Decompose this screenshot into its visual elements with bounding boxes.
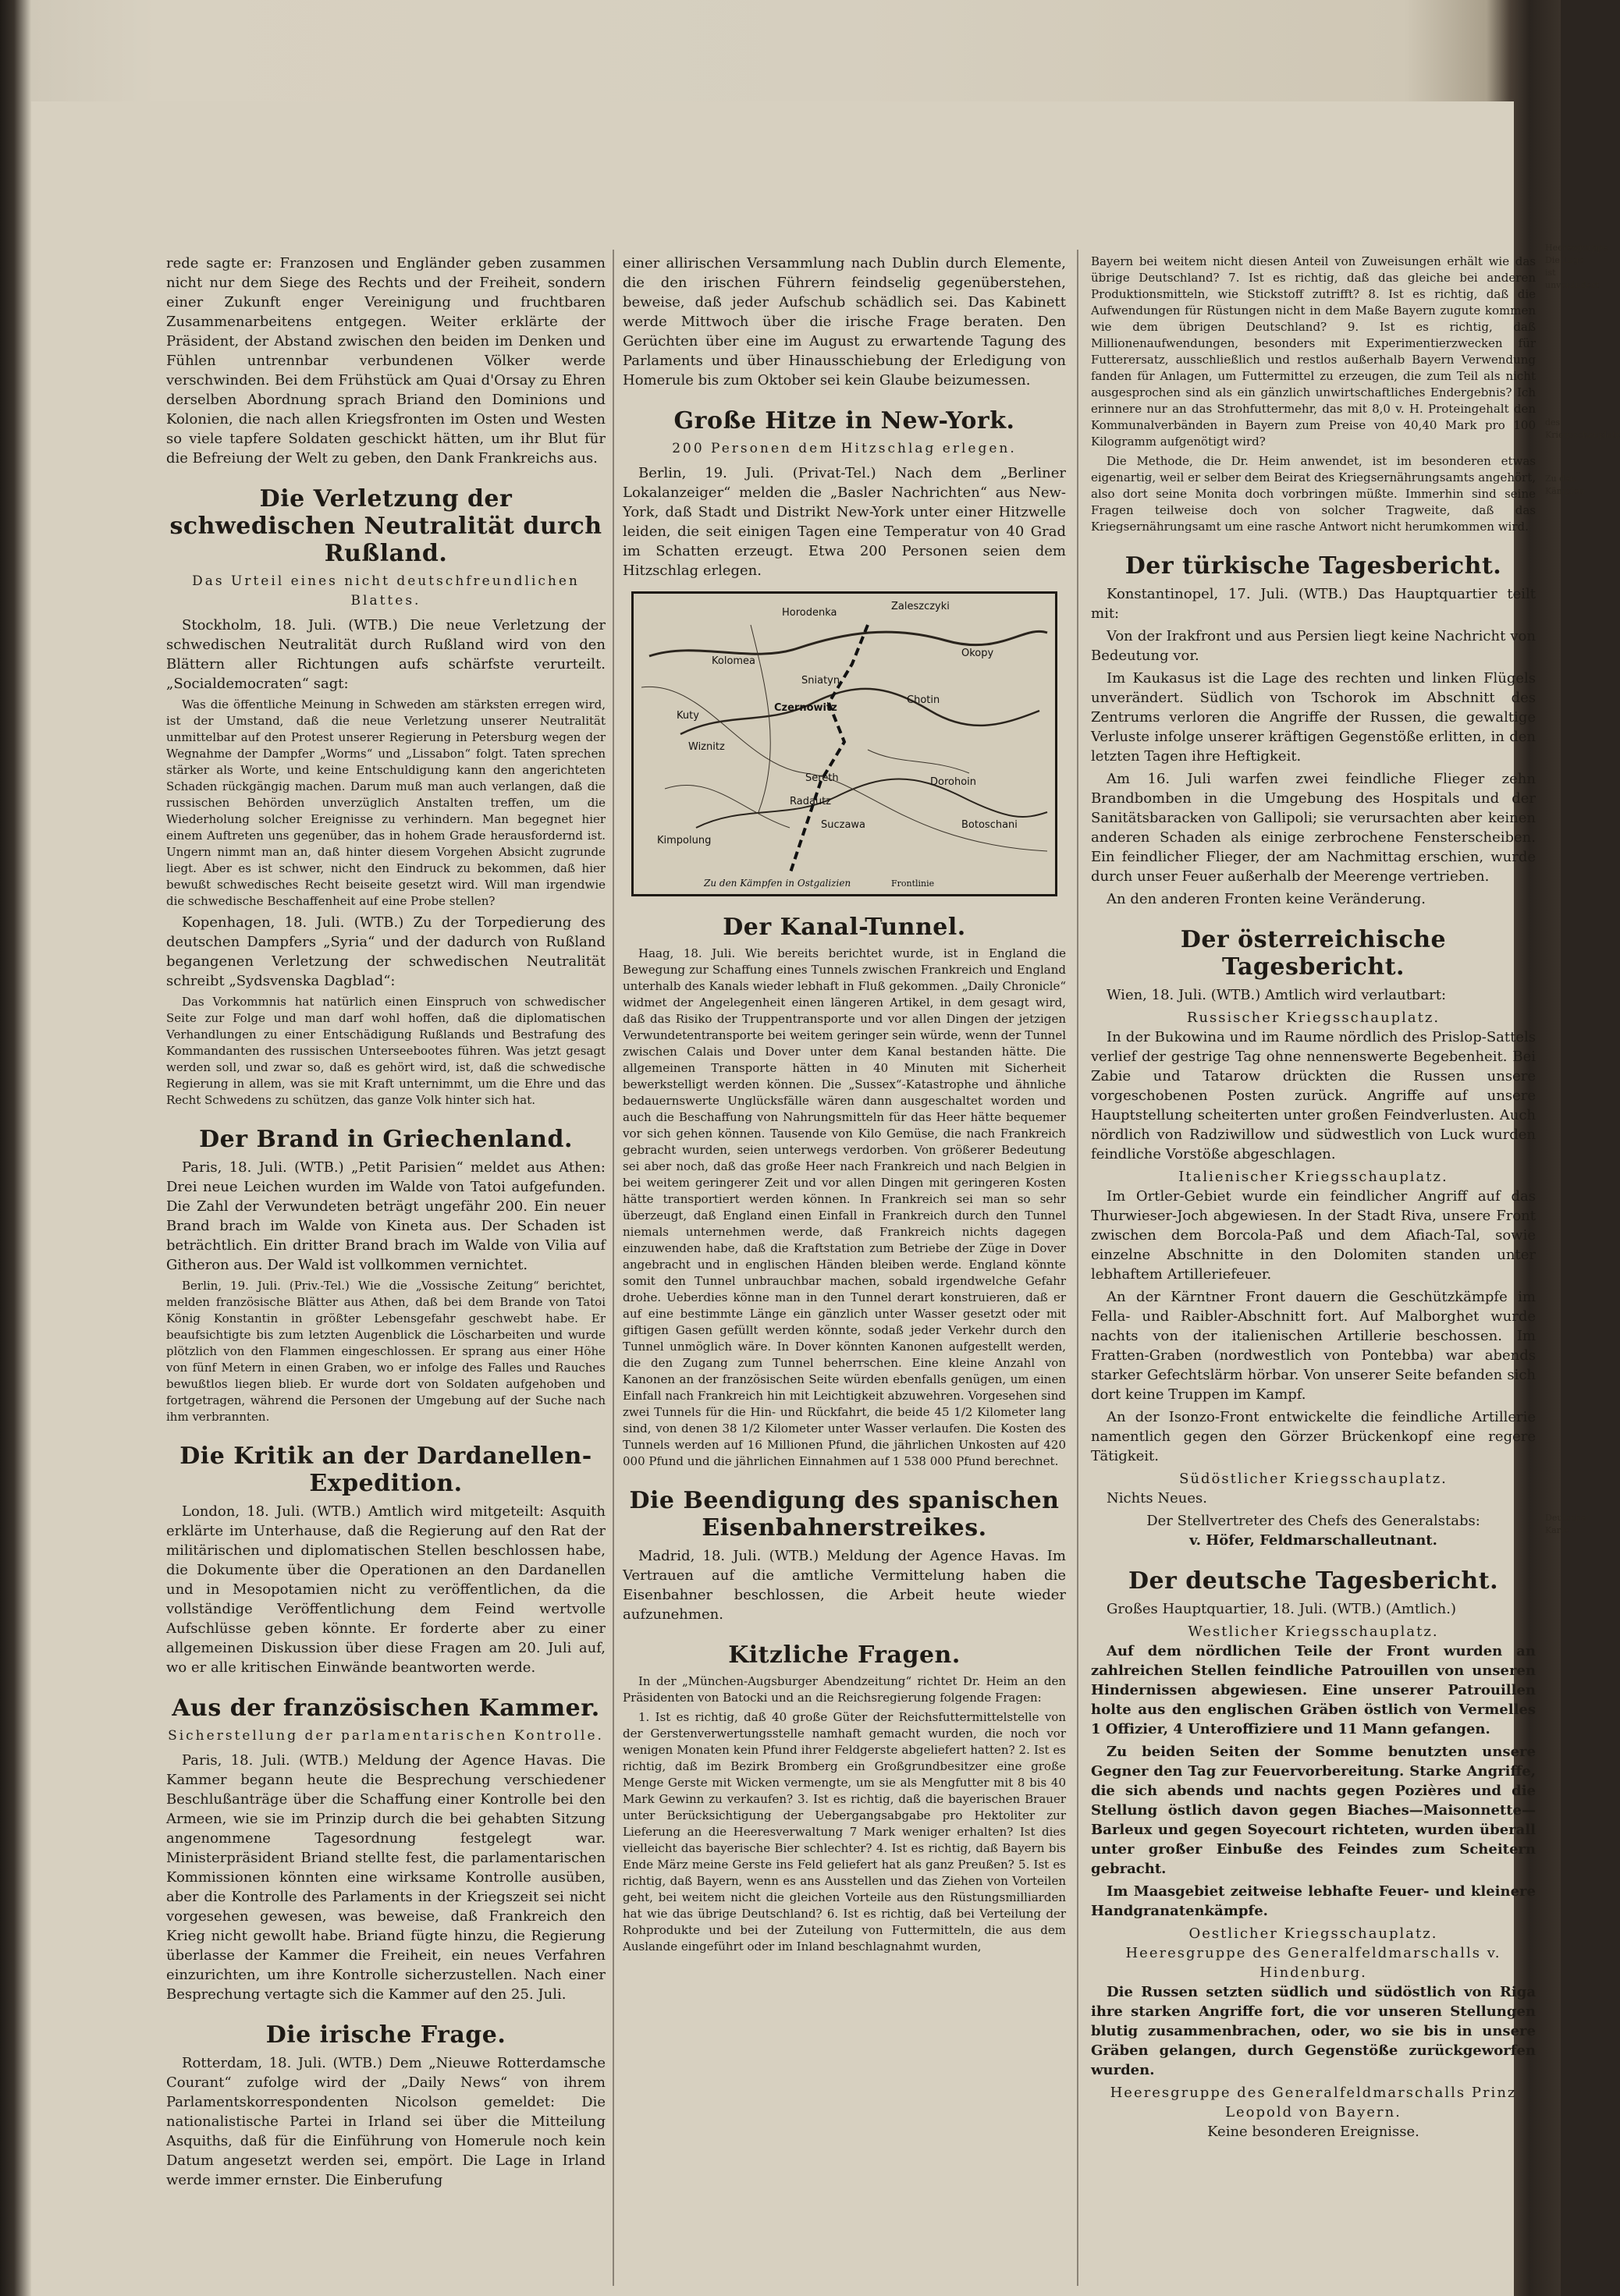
map-label: Chotin [907, 694, 940, 706]
section-heading: Westlicher Kriegsschauplatz. [1188, 1624, 1439, 1640]
map-label: Sereth [805, 772, 839, 784]
paragraph: Von der Irakfront und aus Persien liegt keine Nachricht von Bedeutung vor. [1091, 628, 1536, 664]
paragraph: Berlin, 19. Juli. (Priv.-Tel.) Wie die „Vossische Zeitung“ berichtet, melden französische Blätter aus Athen, daß bei dem Brande von Tatoi König Konstantin in größter Lebensgefahr geschwebt habe. Er beaufsichtigte bis zum letzten Augenblick die Löscharbeiten und wurde plötzlich von den Flammen eingeschlossen. Er sprang aus einer Höhe von fünf Metern in einen Graben, wo er infolge des Falles und Rauches bewußtlos liegen blieb. Er wurde dort von Soldaten aufgehoben und fortgetragen, während die Personen der Umgebung auf der Suche nach ihm verbrannten. [166, 1279, 606, 1424]
map-caption: Zu den Kämpfen in Ostgalizien [704, 878, 851, 889]
paragraph: Stockholm, 18. Juli. (WTB.) Die neue Verletzung der schwedischen Neutralität durch Rußland wird von den Blättern aller Richtungen aufs schärfste verurteilt. „Socialdemocraten“ sagt: [166, 617, 606, 692]
edge-text: Heeresgruppe [1545, 243, 1608, 253]
headline-french-chamber: Aus der französischen Kammer. [172, 1694, 600, 1722]
paragraph: Im Maasgebiet zeitweise lebhafte Feuer- und kleinere Handgranatenkämpfe. [1091, 1883, 1536, 1919]
article-continuation: Bayern bei weitem nicht diesen Anteil von Zuweisungen erhält wie das übrige Deutschland? 7. Ist es richtig, daß das gleiche bei anderen Produktionsmitteln, wie Stickstoff zutrifft? 8. Ist es richtig, daß die Aufwendungen für Rüstungen nicht in dem Maße Bayern zugute kommen wie dem übrigen Deutschland? 9. Ist es richtig, daß Millionenaufwendungen, besonders mit Experimentierzwecken für Futterersatz, ausschließlich und restlos außerhalb Bayern Verwendung fanden für Anlagen, um Futtermittel zu erzeugen, die zum Teil als nicht ausgesprochen sind als ein gänzlich unwirtschaftliches Endergebnis? Ich erinnere nur an das Strohfuttermehr, das mit 8,0 v. H. Proteingehalt den Kommunalverbänden in Bayern zum Preise von 40,40 Mark pro 100 Kilogramm aufgenötigt wird? [1091, 254, 1536, 449]
subheadline: Das Urteil eines nicht deutschfreundlichen Blattes. [192, 573, 580, 609]
map-eastern-galicia [631, 591, 1057, 896]
signature: v. Höfer, Feldmarschalleutnant. [1189, 1532, 1437, 1549]
paragraph: London, 18. Juli. (WTB.) Amtlich wird mitgeteilt: Asquith erklärte im Unterhause, daß die Regierung auf den Rat der militärischen und diplomatischen Stellen beschlossen habe, die Dokumente über die Operationen an den Dardanellen und in Mesopotamien nicht zu veröffentlichen, da die vollständige Veröffentlichung dem Feind wertvolle Aufschlüsse geben könnte. Er forderte aber zu einer allgemeinen Diskussion über diese Fragen am 20. Juli auf, wo er alle kritischen Einwände beantworten werde. [166, 1503, 606, 1676]
map-legend: Frontlinie [891, 878, 935, 889]
paragraph: Zu beiden Seiten der Somme benutzten unsere Gegner den Tag zur Feuervorbereitung. Starke Angriffe, die sich abends und nachts gegen Pozières und die Stellung östlich davon gegen Biaches—Maisonnette—Barleux und gegen Soyecourt richteten, wurden überall unter großer Einbuße des Feindes zum Scheitern gebracht. [1091, 1744, 1536, 1877]
section-heading: Italienischer Kriegsschauplatz. [1178, 1169, 1448, 1185]
paragraph: Kopenhagen, 18. Juli. (WTB.) Zu der Torpedierung des deutschen Dampfers „Syria“ und der dadurch von Rußland begangenen Verletzung der schwedischen Neutralität schreibt „Sydsvenska Dagblad“: [166, 914, 606, 989]
headline-greece-fire: Der Brand in Griechenland. [199, 1126, 573, 1153]
paragraph: An den anderen Fronten keine Veränderung. [1107, 891, 1426, 907]
column-divider [613, 250, 614, 2286]
article-continuation: rede sagte er: Franzosen und Engländer geben zusammen nicht nur dem Siege des Rechts und der Freiheit, sondern einer Zukunft enger Vereinigung und fruchtbaren Zusammenarbeitens entgegen. Weiter erklärte der Präsident, der Abstand zwischen den beiden im Denken und Fühlen untrennbar verbundenen Völker werde verschwinden. Bei dem Frühstück am Quai d'Orsay zu Ehren derselben Abordnung sprach Briand den Dominions und Kolonien, die nach allen Kriegsfronten im Osten und Westen so viele tapfere Soldaten geschickt hätten, um ihr Blut für die Befreiung der Welt zu geben, den Dank Frankreichs aus. [166, 255, 606, 467]
paragraph: Madrid, 18. Juli. (WTB.) Meldung der Agence Havas. Im Vertrauen auf die amtliche Vermittelung haben die Eisenbahner beschlossen, die Arbeit heute wieder aufzunehmen. [623, 1548, 1066, 1623]
paragraph: Großes Hauptquartier, 18. Juli. (WTB.) (Amtlich.) [1107, 1601, 1456, 1617]
paragraph: Die Methode, die Dr. Heim anwendet, ist im besonderen etwas eigenartig, weil er selber dem Beirat des Kriegsernährungsamts angehört, also dort seine Monita doch vorbringen müßte. Immerhin sind seine Fragen teilweise doch von solcher Tragweite, daß das Kriegsernährungsamt um eine rasche Antwort nicht herumkommen wird. [1091, 454, 1536, 534]
quoted-paragraph: Was die öffentliche Meinung in Schweden am stärksten erregen wird, ist der Umstand, daß die neue Verletzung unserer Neutralität unmittelbar auf den Protest unserer Regierung in Petersburg wegen der Wegnahme der Dampfer „Worms“ und „Lissabon“ folgt. Taten sprechen stärker als Worte, und keine Entschuldigung kann den angerichteten Schaden rückgängig machen. Darum muß man auch verlangen, daß die russischen Behörden unverzüglich Anstalten treffen, um die Wiederholung solcher Ereignisse zu verhindern. Man begegnet hier einem Auftreten uns gegenüber, das in hohem Grade herausfordernd ist. Ungern nimmt man an, daß hinter diesem Vorgehen Absicht zugrunde liegt. Aber es ist schwer, nicht den Eindruck zu bekommen, daß hier bewußt schwedisches Recht beiseite gesetzt wird. Will man irgendwie die schwedische Beschaffenheit auf eine Probe stellen? [166, 697, 606, 908]
map-label: Wiznitz [688, 741, 725, 753]
map-label: Kimpolung [657, 835, 712, 846]
paragraph: Haag, 18. Juli. Wie bereits berichtet wurde, ist in England die Bewegung zur Schaffung eines Tunnels zwischen Frankreich und England unterhalb des Kanals wieder lebhaft in Fluß gekommen. „Daily Chronicle“ widmet der Angelegenheit einen längeren Artikel, in dem gesagt wird, daß das Risiko der Truppentransporte und vor allen Dingen der jetzigen Verwundetentransporte bei weitem geringer sein würde, wenn der Tunnel zwischen Calais und Dover unter dem Kanal bestanden hätte. Die allgemeinen Transporte hätten in 40 Minuten mit Sicherheit bewerkstelligt werden können. Die „Sussex“-Katastrophe und ähnliche bedauernswerte Unglücksfälle wären dann ausgeschaltet worden und auch die Beschaffung von Nahrungsmitteln für das Heer hätte bequemer vor sich gehen können. Tausende von Kilo Gemüse, die nach Frankreich gebracht wurden, seien unterwegs verdorben. Von größerer Bedeutung sei aber noch, daß das große Heer nach Frankreich und nach Belgien in bei weitem geringerer Zeit und vor allen Dingen mit geringeren Kosten hätte transportiert werden können. In Frankreich sei man so sehr überzeugt, daß England einen Einfall in Frankreich durch den Tunnel niemals unternehmen werde, daß Frankreich nichts dagegen einzuwenden habe, daß die Kraftstation zum Betriebe der Züge in Dover angebracht und in englischen Händen bleiben werde. England könnte somit den Tunnel unbrauchbar machen, sobald irgendwelche Gefahr drohe. Ueberdies könne man in den Tunnel derart konstruieren, daß er auf eine bestimmte Länge ein gänzlich unter Wasser gesetzt oder mit giftigen Gasen gefüllt werden könnte, sodaß jeder Verkehr durch den Tunnel unmöglich wäre. In Dover könnten Kanonen aufgestellt werden, die den Zugang zum Tunnel beherrschen. Eine kleine Anzahl von Kanonen an der französischen Seite würden ebenfalls genügen, um einen Einfall nach Frankreich hin mit Leichtigkeit abzuwehren. Vorgesehen sind zwei Tunnels für die Hin- und Rückfahrt, die beide 45 1/2 Kilometer lang sind, von denen 38 1/2 Kilometer unter Wasser verlaufen. Die Kosten des Tunnels werden auf 16 Millionen Pfund, die jährlichen Unkosten auf 420 000 Pfund und die jährlichen Einnahmen auf 1 538 000 Pfund berechnet. [623, 946, 1066, 1468]
headline-spanish-strike: Die Beendigung des spanischen Eisenbahnerstreikes. [629, 1487, 1060, 1542]
edge-text: Zu den Kämpfen [1545, 474, 1584, 496]
headline-turkish-report: Der türkische Tagesbericht. [1124, 552, 1502, 580]
paragraph: Die Russen setzten südlich und südöstlich von Riga ihre starken Angriffe fort, die vor unseren Stellungen blutig zusammenbrachen, oder, wo sie bis in unsere Gräben gelangen, durch Gegenstöße zurückgeworfen wurden. [1091, 1984, 1536, 2078]
paragraph: In der Bukowina und im Raume nördlich des Prislop-Sattels verlief der gestrige Tag ohne nennenswerte Begebenheit. Bei Zabie und Tatarow drückten die Russen unsere vorgeschobenen Posten zurück. Angriffe auf unsere Hauptstellung scheiterten unter großen Feindverlusten. Auch nördlich von Radziwillow und südwestlich von Luck wurden feindliche Vorstöße abgeschlagen. [1091, 1029, 1536, 1162]
column-3 [1091, 254, 1536, 2288]
newspaper-sheet [31, 101, 1620, 2296]
paragraph: Paris, 18. Juli. (WTB.) Meldung der Agence Havas. Die Kammer begann heute die Besprechung verschiedener Beschlußanträge über die Schaffung einer Kontrolle bei den Armeen, wie sie im Prinzip durch die bei gehabten Sitzung angenommene Tagesordnung festgelegt war. Ministerpräsident Briand stellte fest, die parlamentarischen Kommissionen könnten eine wirksame Kontrolle ausüben, aber die Kontrolle des Parlaments in der Kriegszeit sei nicht vorgesehen gewesen, was beweise, daß Frankreich den Krieg nicht gewollt habe. Briand fügte hinzu, die Regierung überlasse der Kammer die Freiheit, ein neues Verfahren einzurichten, um ihre Kontrolle sicherzustellen. Nach einer Besprechung vertagte sich die Kammer auf den 25. Juli. [166, 1752, 606, 2003]
map-label: Czernowitz [774, 702, 837, 714]
headline-irish-question: Die irische Frage. [265, 2021, 506, 2049]
map-label: Botoschani [961, 819, 1018, 831]
column-2 [623, 254, 1066, 2288]
headline-dardanelles: Die Kritik an der Dardanellen-Expedition. [179, 1443, 592, 1497]
headline-channel-tunnel: Der Kanal-Tunnel. [723, 914, 966, 941]
subheadline: Sicherstellung der parlamentarischen Kontrolle. [168, 1728, 604, 1744]
map-label: Kolomea [712, 655, 756, 667]
map-label: Suczawa [821, 819, 866, 831]
paragraph: Konstantinopel, 17. Juli. (WTB.) Das Hauptquartier teilt mit: [1091, 586, 1536, 622]
column-1 [166, 254, 606, 2288]
map-label: Kuty [677, 710, 699, 722]
paragraph: Nichts Neues. [1107, 1490, 1207, 1506]
section-heading: Russischer Kriegsschauplatz. [1186, 1010, 1441, 1026]
paragraph: An der Isonzo-Front entwickelte die feindliche Artillerie namentlich gegen den Görzer Brückenkopf eine regere Tätigkeit. [1091, 1409, 1536, 1464]
paragraph: Auf dem nördlichen Teile der Front wurden an zahlreichen Stellen feindliche Patrouillen von unseren Hindernissen abgewiesen. Eine unserer Patrouillen holte aus den englischen Gräben östlich von Vermelles 1 Offizier, 4 Unteroffiziere und 11 Mann gefangen. [1091, 1643, 1536, 1737]
paragraph: In der „München-Augsburger Abendzeitung“ richtet Dr. Heim an den Präsidenten von Batocki und an die Reichsregierung folgende Fragen: [623, 1674, 1066, 1705]
edge-text: des Kriegsschauplatz [1545, 417, 1620, 440]
map-label: Okopy [961, 648, 994, 659]
quoted-paragraph: Das Vorkommnis hat natürlich einen Einspruch von schwedischer Seite zur Folge und man darf wohl hoffen, daß die diplomatischen Verhandlungen zu einer Entschädigung Rußlands und Bestrafung des Kommandanten des russischen Unterseebootes führen. Was jetzt gesagt werden soll, und zwar so, daß es gehört wird, ist, daß die schwedische Regierung in allem, was sie mit Kraft unternimmt, um die Ehre und das Recht Schwedens zu schützen, das ganze Volk hinter sich hat. [166, 995, 606, 1107]
paragraph: Im Ortler-Gebiet wurde ein feindlicher Angriff auf das Thurwieser-Joch abgewiesen. In der Stadt Riva, unsere Front zwischen dem Borcola-Paß und dem Afiach-Tal, sowie einzelne Abschnitte in den Dolomiten standen unter lebhaftem Artilleriefeuer. [1091, 1188, 1536, 1283]
paragraph: An der Kärntner Front dauern die Geschützkämpfe im Fella- und Raibler-Abschnitt fort. Auf Malborghet wurde nachts von der italienischen Artillerie beschossen. Im Fratten-Graben (nordwestlich von Pontebba) war abends starker Gefechtslärm hörbar. Von unserer Seite befanden sich dort keine Truppen im Kampf. [1091, 1289, 1536, 1403]
headline-new-york-heat: Große Hitze in New-York. [673, 407, 1015, 435]
section-heading: Heeresgruppe des Generalfeldmarschalls v. Hindenburg. [1125, 1945, 1501, 1981]
article-continuation: einer allirischen Versammlung nach Dublin durch Elemente, die den irischen Führern feindselig gegenüberstehen, beweise, daß jeder Aufschub schädlich sei. Das Kabinett werde Mittwoch über die irische Frage beraten. Den Gerüchten über eine im August zu erwartende Tagung des Parlaments und über Hinausschiebung der Erledigung von Homerule bis zum Oktober sei kein Glaube beizumessen. [623, 255, 1066, 389]
section-heading: Südöstlicher Kriegsschauplatz. [1179, 1471, 1448, 1487]
headline-swedish-neutrality: Die Verletzung der schwedischen Neutralität durch Rußland. [169, 485, 602, 567]
map-label: Radautz [790, 796, 832, 807]
paragraph: Rotterdam, 18. Juli. (WTB.) Dem „Nieuwe Rotterdamsche Courant“ zufolge wird der „Daily News“ von ihrem Parlamentskorrespondenten Nicolson gemeldet: Die nationalistische Partei in Irland sei über die Mitteilung Asquiths, daß für die Einführung von Homerule noch kein Datum angesetzt werden sei, empört. Die Lage in Irland werde immer ernster. Die Einberufung [166, 2055, 606, 2188]
paragraph: 1. Ist es richtig, daß 40 große Güter der Reichsfuttermittelstelle von der Gerstenverwertungsstelle namhaft gemacht wurden, die noch vor wenigen Monaten kein Pfund ihrer Feldgerste abgeliefert hatten? 2. Ist es richtig, daß im Bezirk Bromberg ein Großgrundbesitzer eine große Menge Gerste mit Wicken vermengte, um sie als Mengfutter mit 8 bis 40 Mark Gewinn zu verkaufen? 3. Ist es richtig, daß die bayerischen Brauer unter Berücksichtigung der Uebergangsabgabe pro Hektoliter zur Lieferung an die Heeresverwaltung 7 Mark weniger erhalten? Ist dies vielleicht das bayerische Bier schlechter? 4. Ist es richtig, daß Bayern bis Ende März meine Gerste ins Feld geliefert hat als ganz Preußen? 5. Ist es richtig, daß Bayern, wenn es ans Ausstellen und das Ziehen von Vorteilen geht, bei weitem nicht die gleichen Vorteile aus den Rüstungsmilliarden hat wie das übrige Deutschland? 6. Ist es richtig, daß bei Verteilung der Rohprodukte und bei der Zuteilung von Futtermitteln, die aus dem Auslande eingeführt oder im Inland beschlagnahmt wurden, [623, 1710, 1066, 1954]
paragraph: Wien, 18. Juli. (WTB.) Amtlich wird verlautbart: [1107, 987, 1447, 1003]
paragraph: Am 16. Juli warfen zwei feindliche Flieger zehn Brandbomben in die Umgebung des Hospitals und der Sanitätsbaracken von Gallipoli; sie verursachten aber keinen anderen Schaden als einige zerbrochene Fensterscheiben. Ein feindlicher Flieger, der am Nachmittag erschien, wurde durch unser Feuer außerhalb der Meerenge vertrieben. [1091, 771, 1536, 885]
map-label: Zaleszczyki [891, 601, 950, 612]
column-divider [1077, 250, 1078, 2286]
paragraph: Paris, 18. Juli. (WTB.) „Petit Parisien“ meldet aus Athen: Drei neue Leichen wurden im Walde von Tatoi aufgefunden. Die Zahl der Verwundeten beträgt ungefähr 200. Ein neuer Brand brach im Walde von Kineta aus. Der Schaden ist beträchtlich. Ein dritter Brand brach im Walde von Vilia auf Githeron aus. Der Wald ist vollkommen vernichtet. [166, 1159, 606, 1273]
paragraph: Berlin, 19. Juli. (Privat-Tel.) Nach dem „Berliner Lokalanzeiger“ melden die „Basler Nachrichten“ aus New-York, daß Stadt und Distrikt New-York unter einer Hitzwelle leiden, die seit einigen Tagen eine Temperatur von 40 Grad im Schatten erzeugt. Etwa 200 Personen seien dem Hitzschlag erlegen. [623, 465, 1066, 579]
headline-austrian-report: Der österreichische Tagesbericht. [1180, 926, 1447, 981]
signature: Der Stellvertreter des Chefs des Generalstabs: [1146, 1513, 1480, 1529]
map-label: Horodenka [782, 607, 837, 619]
adjacent-page-edge [1545, 242, 1620, 2270]
edge-text: Deutsche Karte [1545, 1513, 1586, 1535]
paragraph: Im Kaukasus ist die Lage des rechten und linken Flügels unverändert. Südlich von Tschorok im Abschnitt des Zentrums verloren die Angriffe der Russen, die gewaltige Verluste infolge unserer kräftigen Gegenstöße erlitten, in den letzten Tagen ihre Heftigkeit. [1091, 670, 1536, 765]
map-label: Dorohoin [930, 776, 977, 788]
headline-ticklish-questions: Kitzliche Fragen. [728, 1641, 961, 1669]
headline-german-report: Der deutsche Tagesbericht. [1128, 1567, 1499, 1595]
subheadline: 200 Personen dem Hitzschlag erlegen. [672, 441, 1017, 456]
map-label: Sniatyn [801, 675, 840, 687]
paragraph: Keine besonderen Ereignisse. [1207, 2124, 1419, 2140]
map-drawing [634, 594, 1055, 894]
section-heading: Oestlicher Kriegsschauplatz. [1188, 1925, 1438, 1942]
section-heading: Heeresgruppe des Generalfeldmarschalls Prinz Leopold von Bayern. [1110, 2085, 1517, 2120]
edge-text: Die Lage ist unverändert [1545, 255, 1600, 290]
